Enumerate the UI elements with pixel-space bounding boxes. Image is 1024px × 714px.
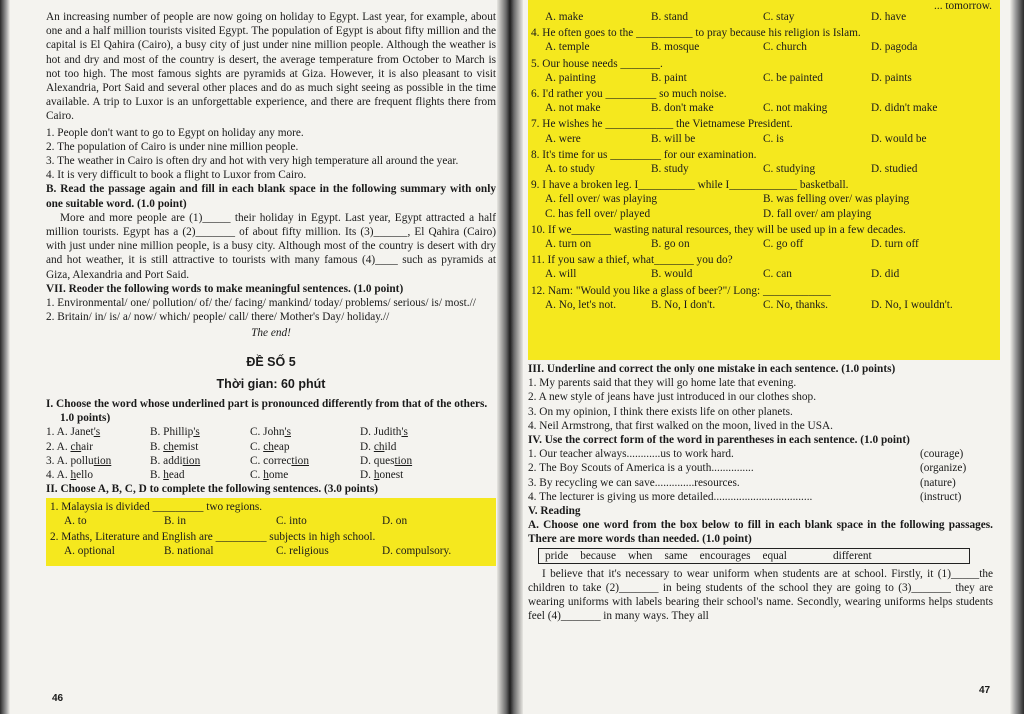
tf-item: 4. It is very difficult to book a flight to Luxor from Cairo.: [46, 169, 307, 182]
box-word: pride: [545, 549, 569, 562]
section-v-heading: V. Reading: [528, 505, 581, 518]
mc-option: B. national: [164, 545, 214, 558]
mc-options: [531, 40, 1000, 54]
tf-item: 1. People don't want to go to Egypt on holiday any more.: [46, 126, 304, 139]
mc-option: D. did: [871, 268, 900, 281]
tf-item: 2. The population of Cairo is under nine million people.: [46, 140, 299, 153]
mc-options: [531, 298, 1000, 312]
word-form-item: 4. The lecturer is giving us more detailed................................... (instruct): [528, 490, 962, 503]
mc-option: B. go on: [651, 238, 690, 251]
mc-block: [531, 178, 1000, 221]
highlighted-questions-right: [528, 0, 1000, 360]
box-word: equal: [762, 549, 787, 562]
mc-option: D. pagoda: [871, 41, 918, 54]
phonetics-row: 1. A. Janet's B. Phillip's C. John's D. Judith's: [46, 426, 408, 439]
mc-option: B. study: [651, 163, 689, 176]
mc-option: A. painting: [545, 71, 596, 84]
mc-option: D. fall over/ am playing: [763, 207, 872, 220]
mc-option: A. temple: [545, 41, 590, 54]
mc-option: A. fell over/ was playing: [545, 193, 657, 206]
mc-question: 7. He wishes he ____________ the Vietnamese President.: [531, 118, 793, 131]
mc-option: B. don't make: [651, 102, 714, 115]
mc-options: [531, 237, 1000, 251]
mc-options: [531, 132, 1000, 146]
word-form-item: 2. The Boy Scouts of America is a youth............... (organize): [528, 462, 967, 475]
box-word: same: [664, 549, 688, 562]
mc-option: B. mosque: [651, 41, 700, 54]
cut-off-line: ... tomorrow.: [934, 3, 992, 10]
mc-option: C. can: [763, 268, 792, 281]
mc-option: C. into: [276, 514, 307, 527]
exam-time-title: Thời gian: 60 phút: [216, 376, 326, 391]
mc-option: C. stay: [763, 11, 795, 23]
box-word: because: [580, 549, 616, 562]
section-ii-heading: II. Choose A, B, C, D to complete the following sentences. (3.0 points): [46, 483, 378, 496]
mc-option: C. has fell over/ played: [545, 207, 651, 220]
mc-option: C. religious: [276, 545, 329, 558]
right-page: [528, 0, 993, 624]
mc-option: C. is: [763, 132, 784, 145]
mistake-item: 1. My parents said that they will go home late that evening.: [528, 377, 797, 390]
mc-option: C. go off: [763, 238, 804, 251]
mc-option: D. studied: [871, 163, 918, 176]
section-b-heading: B. Read the passage again and fill in each blank space in the following summary with only one suitable word. (1.0 point): [46, 183, 496, 210]
mc-block: [531, 223, 1000, 251]
exam-number-title: ĐỀ SỐ 5: [246, 354, 296, 369]
mc-question: 1. Malaysia is divided _________ two regions.: [50, 500, 263, 513]
mc-option: A. turn on: [545, 238, 592, 251]
mc-option: C. be painted: [763, 71, 823, 84]
section-vii-heading: VII. Reoder the following words to make meaningful sentences. (1.0 point): [46, 282, 404, 295]
highlighted-questions-left: [46, 498, 496, 567]
mc-option: D. turn off: [871, 238, 919, 251]
box-word: different: [832, 549, 872, 562]
mc-block: [531, 26, 1000, 54]
mc-block: [531, 148, 1000, 176]
left-page-edge: [0, 0, 10, 714]
mc-options: [50, 514, 496, 528]
reading-passage: I believe that it's necessary to wear uniform when students are at school. Firstly, it (1)_____the children to take (2)_______ in being students of the school they are going to (3)_______ they are wearing uniforms with labels bearing their school's name. Secondly, wearing uniforms helps students feel (4)_______ in many ways. They all: [528, 567, 993, 623]
mc-option: A. were: [545, 132, 581, 145]
mc-question: 5. Our house needs _______.: [531, 57, 663, 70]
mc-block: [531, 253, 1000, 281]
mc-block: [531, 117, 1000, 145]
the-end-label: The end!: [251, 327, 291, 340]
left-page: [46, 10, 496, 566]
mc-option: B. was felling over/ was playing: [763, 193, 910, 206]
mc-option: B. paint: [651, 71, 687, 84]
mc-option: A. optional: [64, 545, 115, 558]
mc-option: A. No, let's not.: [545, 298, 617, 311]
phonetics-row: 4. A. hello B. head C. home D. honest: [46, 469, 404, 482]
mc-options: [531, 267, 1000, 281]
mc-question: 6. I'd rather you _________ so much noise.: [531, 88, 727, 101]
mc-option: B. No, I don't.: [651, 298, 716, 311]
phonetics-table: [46, 425, 496, 482]
summary-paragraph: More and more people are (1)_____ their holiday in Egypt. Last year, Egypt attracted a half million tourists. Egypt has a (2)_______ of about fifty million. Its (3)______, El Qahira (Cairo) with just under nine million people, is a busy city. Although most of the country is desert with dry and hot weather, it is still attractive to tourists with many famous (4)____ such as pyramids at Giza, Alexandria and Port Said.: [46, 211, 496, 281]
phonetics-row: 3. A. pollution B. addition C. correction D. question: [46, 454, 413, 467]
mc-option: B. in: [164, 514, 186, 527]
mistake-item: 2. A new style of jeans have just introduced in our clothes shop.: [528, 391, 817, 404]
mc-option: C. studying: [763, 163, 816, 176]
mc-block: [531, 284, 1000, 312]
word-form-item: 1. Our teacher always............us to work hard. (courage): [528, 448, 964, 461]
mc-question: 2. Maths, Literature and English are _________ subjects in high school.: [50, 530, 376, 543]
word-box: [538, 548, 970, 564]
mc-options: [531, 207, 1000, 221]
mc-options: [531, 71, 1000, 85]
mc-option: A. will: [545, 268, 577, 281]
mc-option: A. make: [545, 11, 584, 23]
mc-question: 11. If you saw a thief, what_______ you do?: [531, 254, 733, 267]
section-i-heading: I. Choose the word whose underlined part is pronounced differently from that of the others.: [46, 398, 488, 411]
section-va-heading: A. Choose one word from the box below to fill in each blank space in the following passages. There are more words than needed. (1.0 point): [528, 519, 993, 546]
mistake-item: 3. On my opinion, I think there exists life on other planets.: [528, 405, 793, 418]
word-form-item: 3. By recycling we can save..............resources. (nature): [528, 476, 956, 489]
mc-question: 10. If we_______ wasting natural resources, they will be used up in a few decades.: [531, 223, 906, 236]
mc-option: D. on: [382, 514, 408, 527]
mc-options: [531, 10, 1000, 24]
mc-question: 8. It's time for us _________ for our examination.: [531, 148, 757, 161]
mc-option: D. have: [871, 11, 907, 23]
mistake-item: 4. Neil Armstrong, that first walked on the moon, lived in the USA.: [528, 419, 833, 432]
book-gutter: [497, 0, 523, 714]
mc-option: A. to study: [545, 163, 595, 176]
reorder-item: 2. Britain/ in/ is/ a/ now/ which/ people/ call/ there/ Mother's Day/ holiday.//: [46, 311, 390, 324]
mc-option: D. didn't make: [871, 102, 938, 115]
right-page-edge: [1010, 0, 1024, 714]
reorder-item: 1. Environmental/ one/ pollution/ of/ the/ facing/ mankind/ today/ problems/ serious/ is/ most.//: [46, 297, 476, 310]
section-iv-heading: IV. Use the correct form of the word in parentheses in each sentence. (1.0 point): [528, 434, 910, 447]
mc-option: A. not make: [545, 102, 601, 115]
egypt-passage: An increasing number of people are now going on holiday to Egypt. Last year, for example, about one and a half million tourists visited Egypt. The population of Egypt is about fifty million and the capital is El Qahira (Cairo), a busy city of just under nine million people. Although the weather is hot and dry and most of the country is desert, the average temperature from October to March is not too high. The most famous sights are pyramids at Giza. However, it is also pleasant to visit Alexandria, Port Said and several other places and do as much sight seeing as possible in the time available. A trip to Luxor is an unforgettable experience, and there are frequent flights there from Cairo.: [46, 11, 496, 123]
page-number-right: 47: [979, 685, 991, 696]
mc-option: B. stand: [651, 11, 689, 23]
mc-block: [531, 57, 1000, 85]
mc-option: D. compulsory.: [382, 545, 452, 558]
mc-options: [531, 192, 1000, 206]
true-false-list: [46, 126, 496, 183]
mc-options: [531, 162, 1000, 176]
section-i-points: 1.0 points): [60, 412, 111, 425]
mc-option: C. not making: [763, 102, 828, 115]
mc-options: [50, 544, 496, 558]
mc-question: 12. Nam: "Would you like a glass of beer?"/ Long: ____________: [531, 284, 831, 297]
mc-option: C. No, thanks.: [763, 298, 828, 311]
mc-question: 4. He often goes to the __________ to pray because his religion is Islam.: [531, 27, 861, 40]
mc-option: B. would: [651, 268, 693, 281]
box-word: encourages: [699, 549, 751, 562]
mc-block: [531, 87, 1000, 115]
tf-item: 3. The weather in Cairo is often dry and hot with very high temperature all around the year.: [46, 155, 459, 168]
phonetics-row: 2. A. chair B. chemist C. cheap D. child: [46, 440, 397, 453]
box-word: when: [627, 549, 653, 562]
mc-option: D. would be: [871, 132, 927, 145]
mc-options: [531, 101, 1000, 115]
mc-option: C. church: [763, 41, 807, 54]
mc-option: A. to: [64, 514, 87, 527]
page-number-left: 46: [52, 693, 64, 704]
mc-question: 9. I have a broken leg. I__________ while I____________ basketball.: [531, 179, 849, 192]
mc-option: B. will be: [651, 132, 696, 145]
section-iii-heading: III. Underline and correct the only one mistake in each sentence. (1.0 points): [528, 363, 896, 375]
mc-option: D. No, I wouldn't.: [871, 298, 953, 311]
mc-option: D. paints: [871, 71, 912, 84]
